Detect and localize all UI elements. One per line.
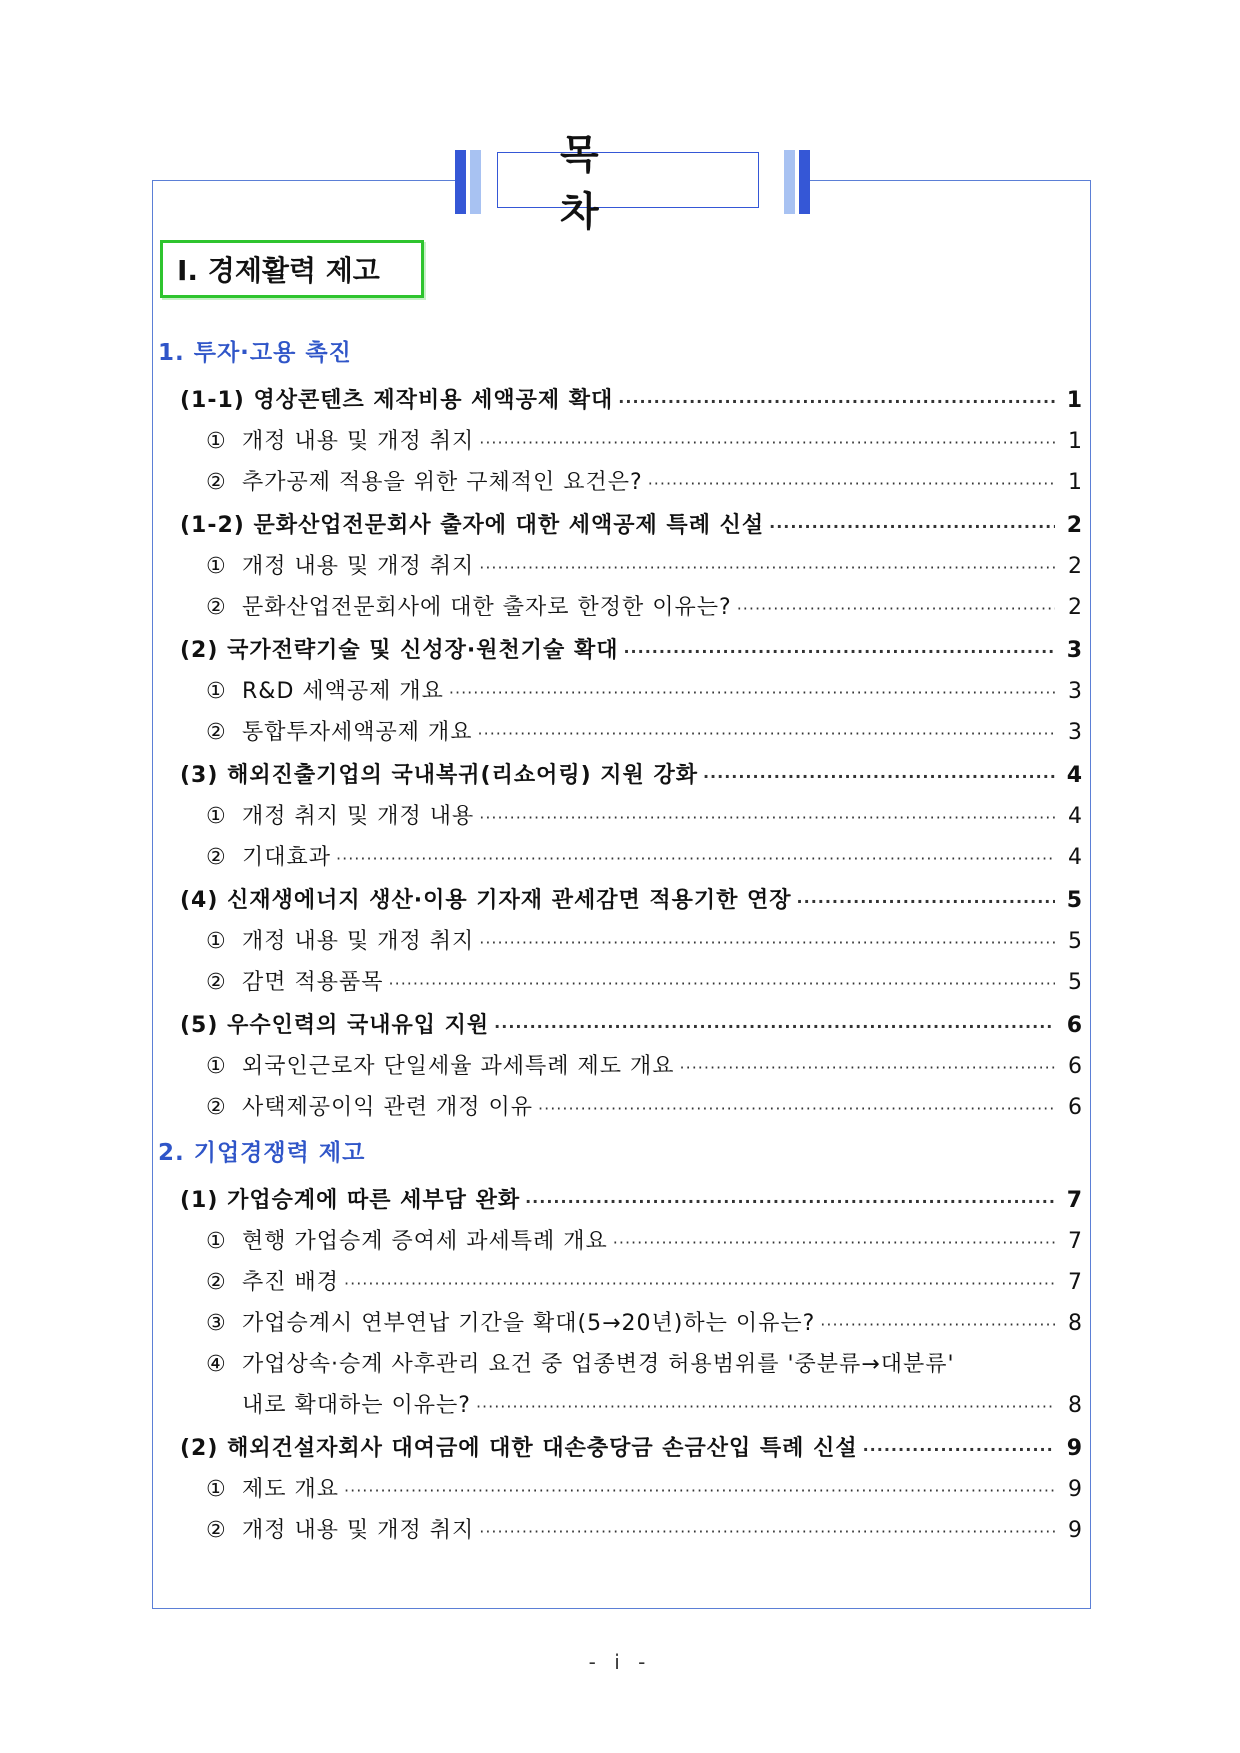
toc-subentry-label: 개정 취지 및 개정 내용 xyxy=(242,804,475,829)
toc-entry-label: (1-2) 문화산업전문회사 출자에 대한 세액공제 특례 신설 xyxy=(180,513,765,538)
item-number-marker: ① xyxy=(206,1054,226,1079)
toc-subentry-label: 개정 내용 및 개정 취지 xyxy=(242,1518,475,1543)
item-number-marker: ① xyxy=(206,929,226,954)
toc-page-number: 7 xyxy=(1068,1229,1082,1254)
toc-page-number: 6 xyxy=(1066,1013,1082,1038)
dot-leader xyxy=(797,879,1055,925)
toc-subentry-label: 가업승계시 연부연납 기간을 확대(5→20년)하는 이유는? xyxy=(242,1311,816,1336)
toc-page-number: 2 xyxy=(1068,554,1082,579)
item-number-marker: ② xyxy=(206,1518,226,1543)
toc-entry-label: (1) 가업승계에 따른 세부담 완화 xyxy=(180,1188,521,1213)
page-title: 목 차 xyxy=(497,152,759,208)
toc-subentry-label: 추가공제 적용을 위한 구체적인 요건은? xyxy=(242,470,643,495)
toc-entry[interactable] xyxy=(158,628,1082,671)
toc-subentry[interactable] xyxy=(158,421,1082,462)
toc-subentry-label: 문화산업전문회사에 대한 출자로 한정한 이유는? xyxy=(242,595,732,620)
toc-page-number: 3 xyxy=(1066,638,1082,663)
toc-subentry[interactable] xyxy=(158,1344,1082,1385)
item-number-marker: ④ xyxy=(206,1352,226,1377)
dot-leader xyxy=(648,463,1055,504)
dot-leader xyxy=(479,1511,1055,1552)
toc-page-number: 7 xyxy=(1066,1188,1082,1213)
toc-group-title: 1. 투자·고용 촉진 xyxy=(158,340,352,366)
toc-entry-label: (2) 해외건설자회사 대여금에 대한 대손충당금 손금산입 특례 신설 xyxy=(180,1436,858,1461)
item-number-marker: ① xyxy=(206,554,226,579)
toc-subentry[interactable] xyxy=(158,796,1082,837)
dot-leader xyxy=(479,922,1055,963)
toc-subentry[interactable] xyxy=(158,921,1082,962)
toc-subentry-label: 개정 내용 및 개정 취지 xyxy=(242,554,475,579)
toc-subentry-label: 추진 배경 xyxy=(242,1270,340,1295)
dot-leader xyxy=(525,1179,1055,1225)
toc-entry[interactable] xyxy=(158,753,1082,796)
toc-subentry[interactable] xyxy=(158,1510,1082,1551)
dot-leader xyxy=(478,713,1055,754)
toc-subentry-label: 기대효과 xyxy=(242,845,332,870)
toc-subentry-label: 외국인근로자 단일세율 과세특례 제도 개요 xyxy=(242,1054,675,1079)
dot-leader xyxy=(618,379,1055,425)
toc-subentry-label: R&D 세액공제 개요 xyxy=(242,679,444,704)
toc-subentry-label: 감면 적용품목 xyxy=(242,970,384,995)
dot-leader xyxy=(479,422,1055,463)
section-heading: Ⅰ. 경제활력 제고 xyxy=(160,240,424,298)
toc-group-title: 2. 기업경쟁력 제고 xyxy=(158,1140,366,1166)
toc-subentry-label: 제도 개요 xyxy=(242,1477,340,1502)
item-number-marker: ② xyxy=(206,845,226,870)
item-number-marker: ② xyxy=(206,970,226,995)
toc-subentry[interactable] xyxy=(158,462,1082,503)
toc-page-number: 3 xyxy=(1068,720,1082,745)
toc-page-number: 8 xyxy=(1068,1393,1082,1418)
toc-entry[interactable] xyxy=(158,1426,1082,1469)
dot-leader xyxy=(623,629,1055,675)
dot-leader xyxy=(863,1427,1055,1473)
toc-page-number: 5 xyxy=(1066,888,1082,913)
dot-leader xyxy=(538,1088,1055,1129)
dot-leader xyxy=(336,838,1055,879)
table-of-contents xyxy=(158,334,1082,1551)
toc-page-number: 6 xyxy=(1068,1054,1082,1079)
toc-title-banner xyxy=(455,132,810,235)
dot-leader xyxy=(820,1304,1055,1345)
dot-leader xyxy=(389,963,1055,1004)
toc-entry[interactable] xyxy=(158,878,1082,921)
item-number-marker: ② xyxy=(206,595,226,620)
toc-subentry[interactable] xyxy=(158,671,1082,712)
toc-entry-label: (5) 우수인력의 국내유입 지원 xyxy=(180,1013,490,1038)
item-number-marker: ② xyxy=(206,1270,226,1295)
toc-subentry-label: 통합투자세액공제 개요 xyxy=(242,720,473,745)
dot-leader xyxy=(479,797,1055,838)
item-number-marker: ② xyxy=(206,470,226,495)
toc-subentry-label: 개정 내용 및 개정 취지 xyxy=(242,929,475,954)
toc-subentry[interactable] xyxy=(158,1262,1082,1303)
toc-entry-label: (4) 신재생에너지 생산·이용 기자재 관세감면 적용기한 연장 xyxy=(180,888,792,913)
toc-page-number: 8 xyxy=(1068,1311,1082,1336)
dot-leader xyxy=(476,1386,1055,1427)
toc-page-number: 5 xyxy=(1068,929,1082,954)
toc-page-number: 9 xyxy=(1068,1477,1082,1502)
toc-subentry-continuation[interactable] xyxy=(158,1385,1082,1426)
dot-leader xyxy=(344,1470,1055,1511)
toc-page-number: 1 xyxy=(1068,470,1082,495)
toc-subentry[interactable] xyxy=(158,1046,1082,1087)
toc-page-number: 3 xyxy=(1068,679,1082,704)
toc-subentry-label: 개정 내용 및 개정 취지 xyxy=(242,429,475,454)
toc-subentry-label: 현행 가업승계 증여세 과세특례 개요 xyxy=(242,1229,608,1254)
toc-subentry[interactable] xyxy=(158,1303,1082,1344)
toc-page-number: 6 xyxy=(1068,1095,1082,1120)
toc-page-number: 2 xyxy=(1066,513,1082,538)
title-bar-decor xyxy=(799,150,810,214)
toc-subentry[interactable] xyxy=(158,587,1082,628)
toc-page-number: 5 xyxy=(1068,970,1082,995)
dot-leader xyxy=(769,504,1055,550)
toc-subentry-label: 가업상속·승계 사후관리 요건 중 업종변경 허용범위를 '중분류→대분류' xyxy=(242,1352,955,1377)
title-bar-decor xyxy=(784,150,795,214)
dot-leader xyxy=(703,754,1055,800)
title-bar-decor xyxy=(470,150,481,214)
dot-leader xyxy=(449,672,1055,713)
toc-page-number: 2 xyxy=(1068,595,1082,620)
item-number-marker: ① xyxy=(206,804,226,829)
toc-entry-label: (3) 해외진출기업의 국내복귀(리쇼어링) 지원 강화 xyxy=(180,763,698,788)
item-number-marker: ② xyxy=(206,1095,226,1120)
toc-page-number: 9 xyxy=(1066,1436,1082,1461)
toc-subentry[interactable] xyxy=(158,1087,1082,1128)
toc-page-number: 4 xyxy=(1068,845,1082,870)
toc-page-number: 4 xyxy=(1066,763,1082,788)
toc-page-number: 1 xyxy=(1066,388,1082,413)
item-number-marker: ① xyxy=(206,1477,226,1502)
toc-subentry[interactable] xyxy=(158,962,1082,1003)
dot-leader xyxy=(737,588,1055,629)
title-bar-decor xyxy=(455,150,466,214)
toc-entry-label: (1-1) 영상콘텐츠 제작비용 세액공제 확대 xyxy=(180,388,614,413)
toc-page-number: 9 xyxy=(1068,1518,1082,1543)
page-number: - i - xyxy=(588,1650,652,1674)
dot-leader xyxy=(680,1047,1055,1088)
item-number-marker: ② xyxy=(206,720,226,745)
toc-entry[interactable] xyxy=(158,1003,1082,1046)
toc-entry[interactable] xyxy=(158,503,1082,546)
toc-subentry[interactable] xyxy=(158,1221,1082,1262)
item-number-marker: ① xyxy=(206,1229,226,1254)
dot-leader xyxy=(494,1004,1055,1050)
item-number-marker: ① xyxy=(206,429,226,454)
toc-subentry[interactable] xyxy=(158,837,1082,878)
toc-page-number: 7 xyxy=(1068,1270,1082,1295)
toc-subentry[interactable] xyxy=(158,546,1082,587)
item-number-marker: ① xyxy=(206,679,226,704)
item-number-marker: ③ xyxy=(206,1311,226,1336)
toc-subentry[interactable] xyxy=(158,712,1082,753)
toc-entry[interactable] xyxy=(158,378,1082,421)
toc-page-number: 4 xyxy=(1068,804,1082,829)
toc-page-number: 1 xyxy=(1068,429,1082,454)
dot-leader xyxy=(479,547,1055,588)
dot-leader xyxy=(344,1263,1055,1304)
toc-subentry[interactable] xyxy=(158,1469,1082,1510)
dot-leader xyxy=(613,1222,1055,1263)
toc-subentry-label: 사택제공이익 관련 개정 이유 xyxy=(242,1095,534,1120)
toc-entry[interactable] xyxy=(158,1178,1082,1221)
toc-subentry-label: 내로 확대하는 이유는? xyxy=(242,1393,471,1418)
toc-entry-label: (2) 국가전략기술 및 신성장·원천기술 확대 xyxy=(180,638,619,663)
